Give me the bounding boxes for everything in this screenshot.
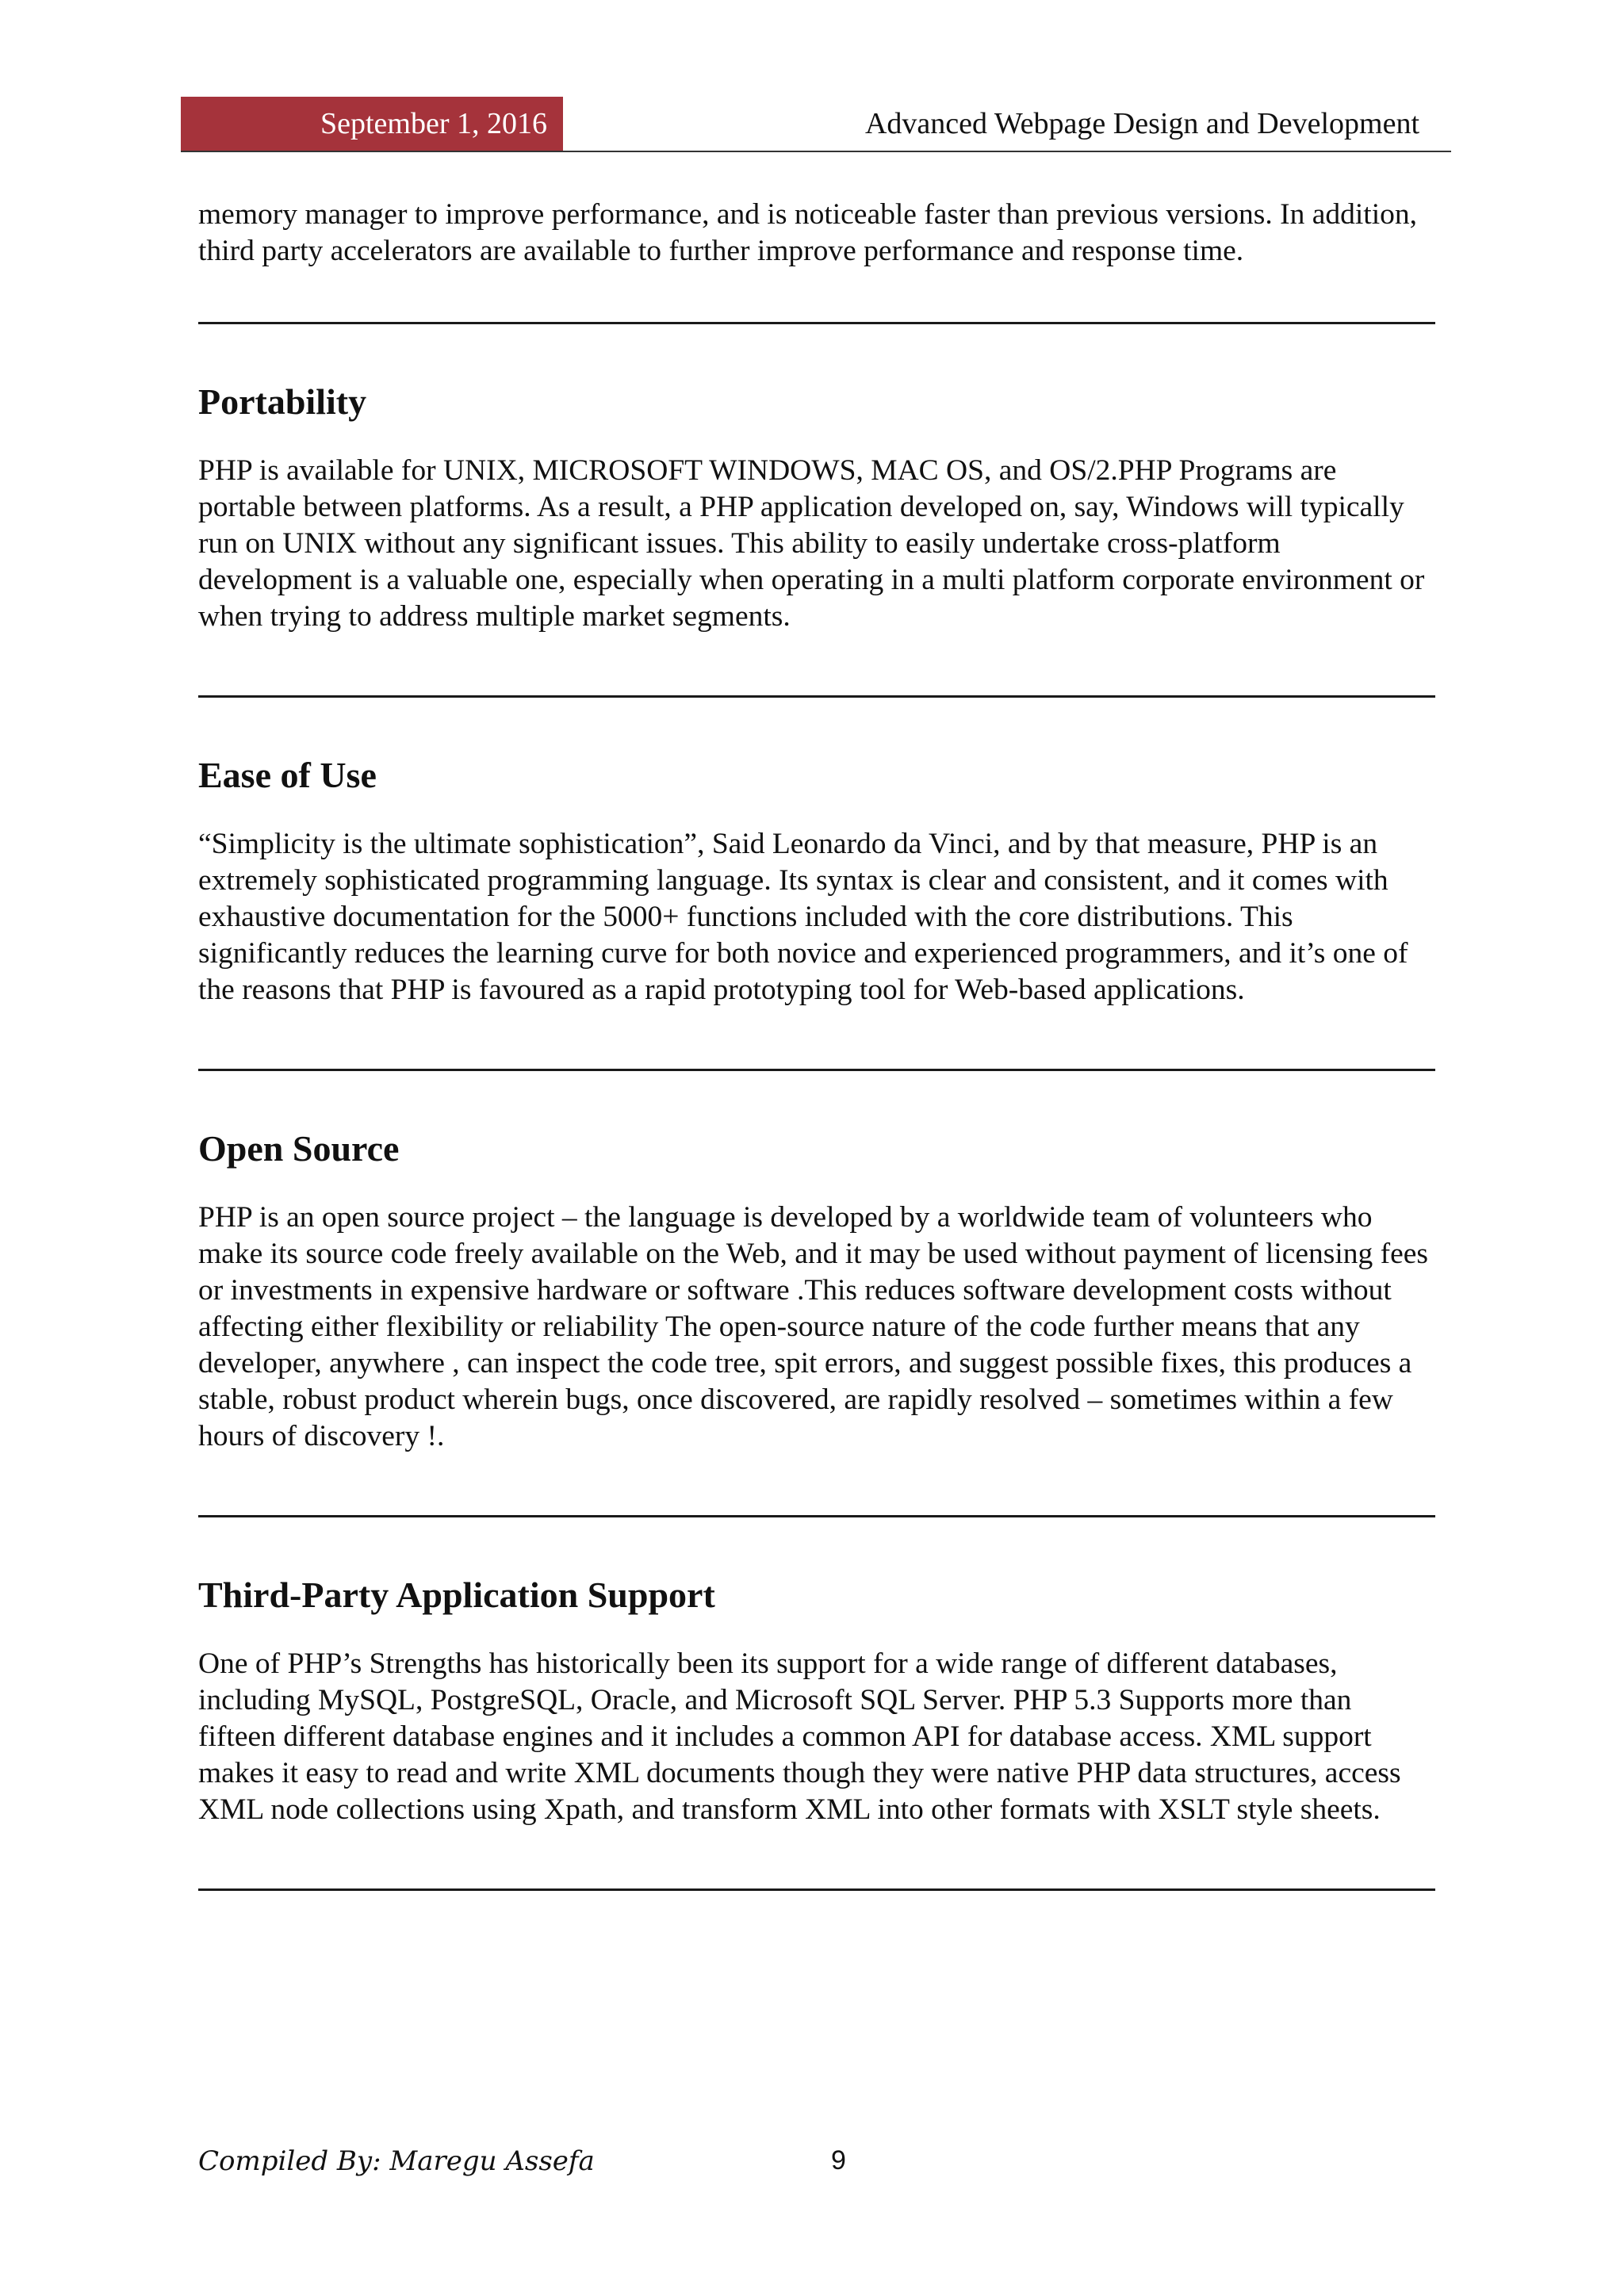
section-heading-portability: Portability [198, 381, 367, 422]
section-body-third-party: One of PHP’s Strengths has historically been its support for a wide range of different databases, including MySQL, PostgreSQL, Oracle, and Microsoft SQL Server. PHP 5.3 Supports more than fifteen different database engines and it includes a common API for database access. XML support makes it easy to read and write XML documents though they were native PHP data structures, access XML node collections using Xpath, and transform XML into other formats with XSLT style sheets. [198, 1647, 1401, 1826]
page-number: 9 [831, 2145, 846, 2175]
section-heading-third-party: Third-Party Application Support [198, 1575, 715, 1615]
section-body-portability: PHP is available for UNIX, MICROSOFT WINDOWS, MAC OS, and OS/2.PHP Programs are portable between platforms. As a result, a PHP application developed on, say, Windows will typically run on UNIX without any significant issues. This ability to easily undertake cross-platform development is a valuable one, especially when operating in a multi platform corporate environment or when trying to address multiple market segments. [198, 454, 1425, 633]
section-heading-open-source: Open Source [198, 1128, 400, 1169]
section-divider [198, 695, 1435, 698]
header-divider [181, 151, 1451, 152]
section-divider [198, 1888, 1435, 1891]
footer-credit: Compiled By: Maregu Assefa [198, 2145, 595, 2177]
header-date: September 1, 2016 [181, 97, 563, 151]
header-title: Advanced Webpage Design and Development [864, 107, 1419, 140]
section-body-open-source: PHP is an open source project – the language is developed by a worldwide team of volunteers who make its source code freely available on the Web, and it may be used without payment of licensing fees or investments in expensive hardware or software .This reduces software development costs without affecting either flexibility or reliability The open-source nature of the code further means that any developer, anywhere , can inspect the code tree, spit errors, and suggest possible fixes, this produces a stable, robust product wherein bugs, once discovered, are rapidly resolved – sometimes within a few hours of discovery !. [198, 1201, 1428, 1452]
intro-paragraph: memory manager to improve performance, and is noticeable faster than previous versions. In addition, third party accelerators are available to further improve performance and response time. [198, 198, 1418, 267]
page-header [181, 97, 1451, 152]
page-content [198, 190, 1435, 1891]
section-divider [198, 1515, 1435, 1517]
section-divider [198, 322, 1435, 324]
section-heading-ease-of-use: Ease of Use [198, 755, 377, 795]
section-body-ease-of-use: “Simplicity is the ultimate sophistication”, Said Leonardo da Vinci, and by that measure, PHP is an extremely sophisticated programming language. Its syntax is clear and consistent, and it comes with exhaustive documentation for the 5000+ functions included with the core distributions. This significantly reduces the learning curve for both novice and experienced programmers, and it’s one of the reasons that PHP is favoured as a rapid prototyping tool for Web-based applications. [198, 828, 1408, 1006]
section-divider [198, 1069, 1435, 1071]
